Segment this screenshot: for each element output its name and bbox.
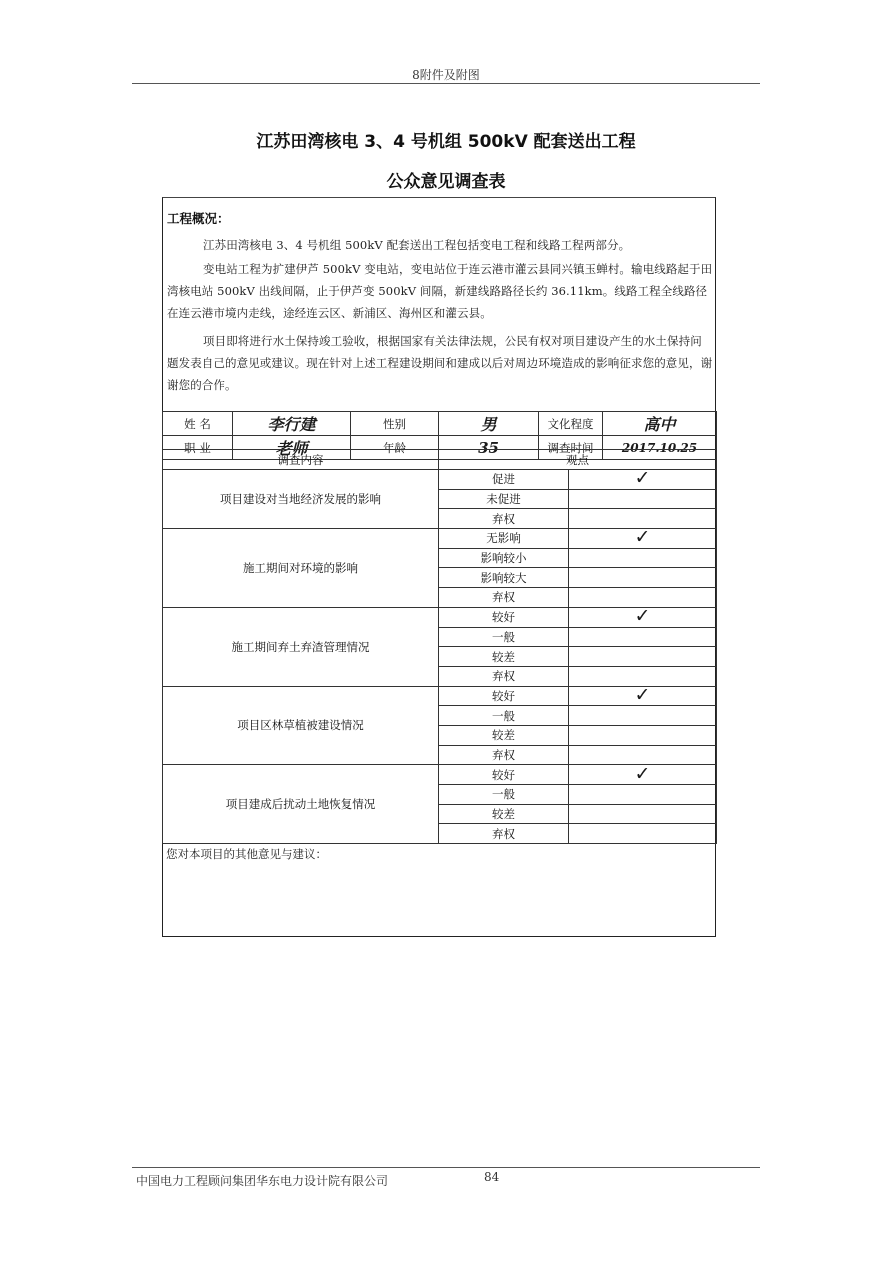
checkbox-cell[interactable] — [569, 568, 717, 588]
checkbox-cell[interactable] — [569, 489, 717, 509]
other-comments-label: 您对本项目的其他意见与建议： — [166, 847, 327, 861]
option-label: 较好 — [439, 686, 569, 706]
option-label: 促进 — [439, 470, 569, 490]
option-label: 弃权 — [439, 509, 569, 529]
question-land-restoration: 项目建成后扰动土地恢复情况 — [163, 765, 439, 844]
date-handwriting: 2017.10.25 — [621, 440, 698, 455]
overview-paragraph-2: 变电站工程为扩建伊芦 500kV 变电站，变电站位于连云港市灌云县同兴镇玉蝉村。输电线路起于田湾核电站 500kV 出线间隔，止于伊芦变 500kV 间隔，新建线路路径长约 36.11km。线路工程全线路径在连云港市境内走线，途经连云区、新浦区、海州区和灌云县。 — [167, 262, 713, 320]
option-label: 影响较小 — [439, 548, 569, 568]
checkbox-cell[interactable] — [569, 762, 717, 785]
overview-paragraph-3: 项目即将进行水土保持竣工验收，根据国家有关法律法规，公民有权对项目建设产生的水土保持问题发表自己的意见或建议。现在针对上述工程建设期间和建成以后对周边环境造成的影响征求您的意见，谢谢您的合作。 — [167, 334, 713, 392]
question-spoil-management: 施工期间弃土弃渣管理情况 — [163, 607, 439, 686]
opinion-column-header: 观点 — [439, 450, 717, 470]
question-environment: 施工期间对环境的影响 — [163, 529, 439, 608]
education-label: 文化程度 — [539, 412, 603, 436]
option-label: 较差 — [439, 804, 569, 824]
checkbox-cell[interactable] — [569, 683, 717, 706]
age-label: 年龄 — [351, 436, 439, 460]
education-value — [603, 412, 717, 436]
option-label: 较好 — [439, 607, 569, 627]
age-handwriting: 35 — [478, 438, 499, 457]
option-label: 一般 — [439, 627, 569, 647]
option-label: 一般 — [439, 785, 569, 805]
checkbox-cell[interactable] — [569, 804, 717, 824]
content-column-header: 调查内容 — [163, 450, 439, 470]
option-label: 弃权 — [439, 824, 569, 844]
option-label: 影响较大 — [439, 568, 569, 588]
table-row — [163, 529, 717, 549]
survey-form — [162, 197, 716, 937]
opinion-survey-table — [162, 449, 717, 844]
question-economy: 项目建设对当地经济发展的影响 — [163, 470, 439, 529]
option-label: 弃权 — [439, 745, 569, 765]
question-vegetation: 项目区林草植被建设情况 — [163, 686, 439, 765]
gender-value — [439, 412, 539, 436]
table-row — [163, 765, 717, 785]
page-number: 84 — [484, 1170, 500, 1184]
name-label: 姓 名 — [163, 412, 233, 436]
checkbox-cell[interactable] — [569, 548, 717, 568]
check-mark-icon: ✓ — [634, 467, 651, 490]
checkbox-cell[interactable] — [569, 607, 717, 627]
option-label: 较好 — [439, 765, 569, 785]
checkbox-cell[interactable] — [569, 526, 717, 549]
name-handwriting: 李行建 — [267, 415, 316, 434]
checkbox-cell[interactable] — [569, 824, 717, 844]
checkbox-cell[interactable] — [569, 785, 717, 805]
gender-label: 性别 — [351, 412, 439, 436]
table-row — [163, 686, 717, 706]
option-label: 一般 — [439, 706, 569, 726]
table-row — [163, 470, 717, 490]
occupation-label: 职 业 — [163, 436, 233, 460]
footer-company: 中国电力工程顾问集团华东电力设计院有限公司 — [136, 1174, 389, 1188]
name-value — [233, 412, 351, 436]
document-subtitle: 公众意见调查表 — [386, 172, 506, 192]
checkbox-cell[interactable] — [569, 725, 717, 745]
date-label: 调查时间 — [539, 436, 603, 460]
survey-header-row — [163, 450, 717, 470]
checkbox-cell[interactable] — [569, 647, 717, 667]
checkbox-cell[interactable] — [569, 706, 717, 726]
check-mark-icon: ✓ — [634, 526, 651, 549]
gender-handwriting: 男 — [480, 415, 497, 434]
info-row-1 — [163, 412, 717, 436]
checkbox-cell[interactable] — [569, 627, 717, 647]
check-mark-icon: ✓ — [634, 762, 651, 785]
page-header: 8附件及附图 — [412, 68, 480, 82]
option-label: 无影响 — [439, 529, 569, 549]
header-divider — [132, 83, 760, 84]
table-row — [163, 607, 717, 627]
check-mark-icon: ✓ — [634, 605, 651, 628]
overview-paragraph-1: 江苏田湾核电 3、4 号机组 500kV 配套送出工程包括变电工程和线路工程两部分。 — [203, 238, 631, 252]
option-label: 弃权 — [439, 588, 569, 608]
option-label: 较差 — [439, 725, 569, 745]
occupation-handwriting: 老师 — [275, 439, 308, 458]
option-label: 未促进 — [439, 489, 569, 509]
option-label: 较差 — [439, 647, 569, 667]
footer-divider — [132, 1167, 760, 1168]
overview-heading: 工程概况： — [167, 211, 230, 226]
education-handwriting: 高中 — [643, 415, 676, 434]
option-label: 弃权 — [439, 666, 569, 686]
check-mark-icon: ✓ — [634, 683, 651, 706]
checkbox-cell[interactable] — [569, 467, 717, 490]
document-title: 江苏田湾核电 3、4 号机组 500kV 配套送出工程 — [256, 132, 636, 152]
